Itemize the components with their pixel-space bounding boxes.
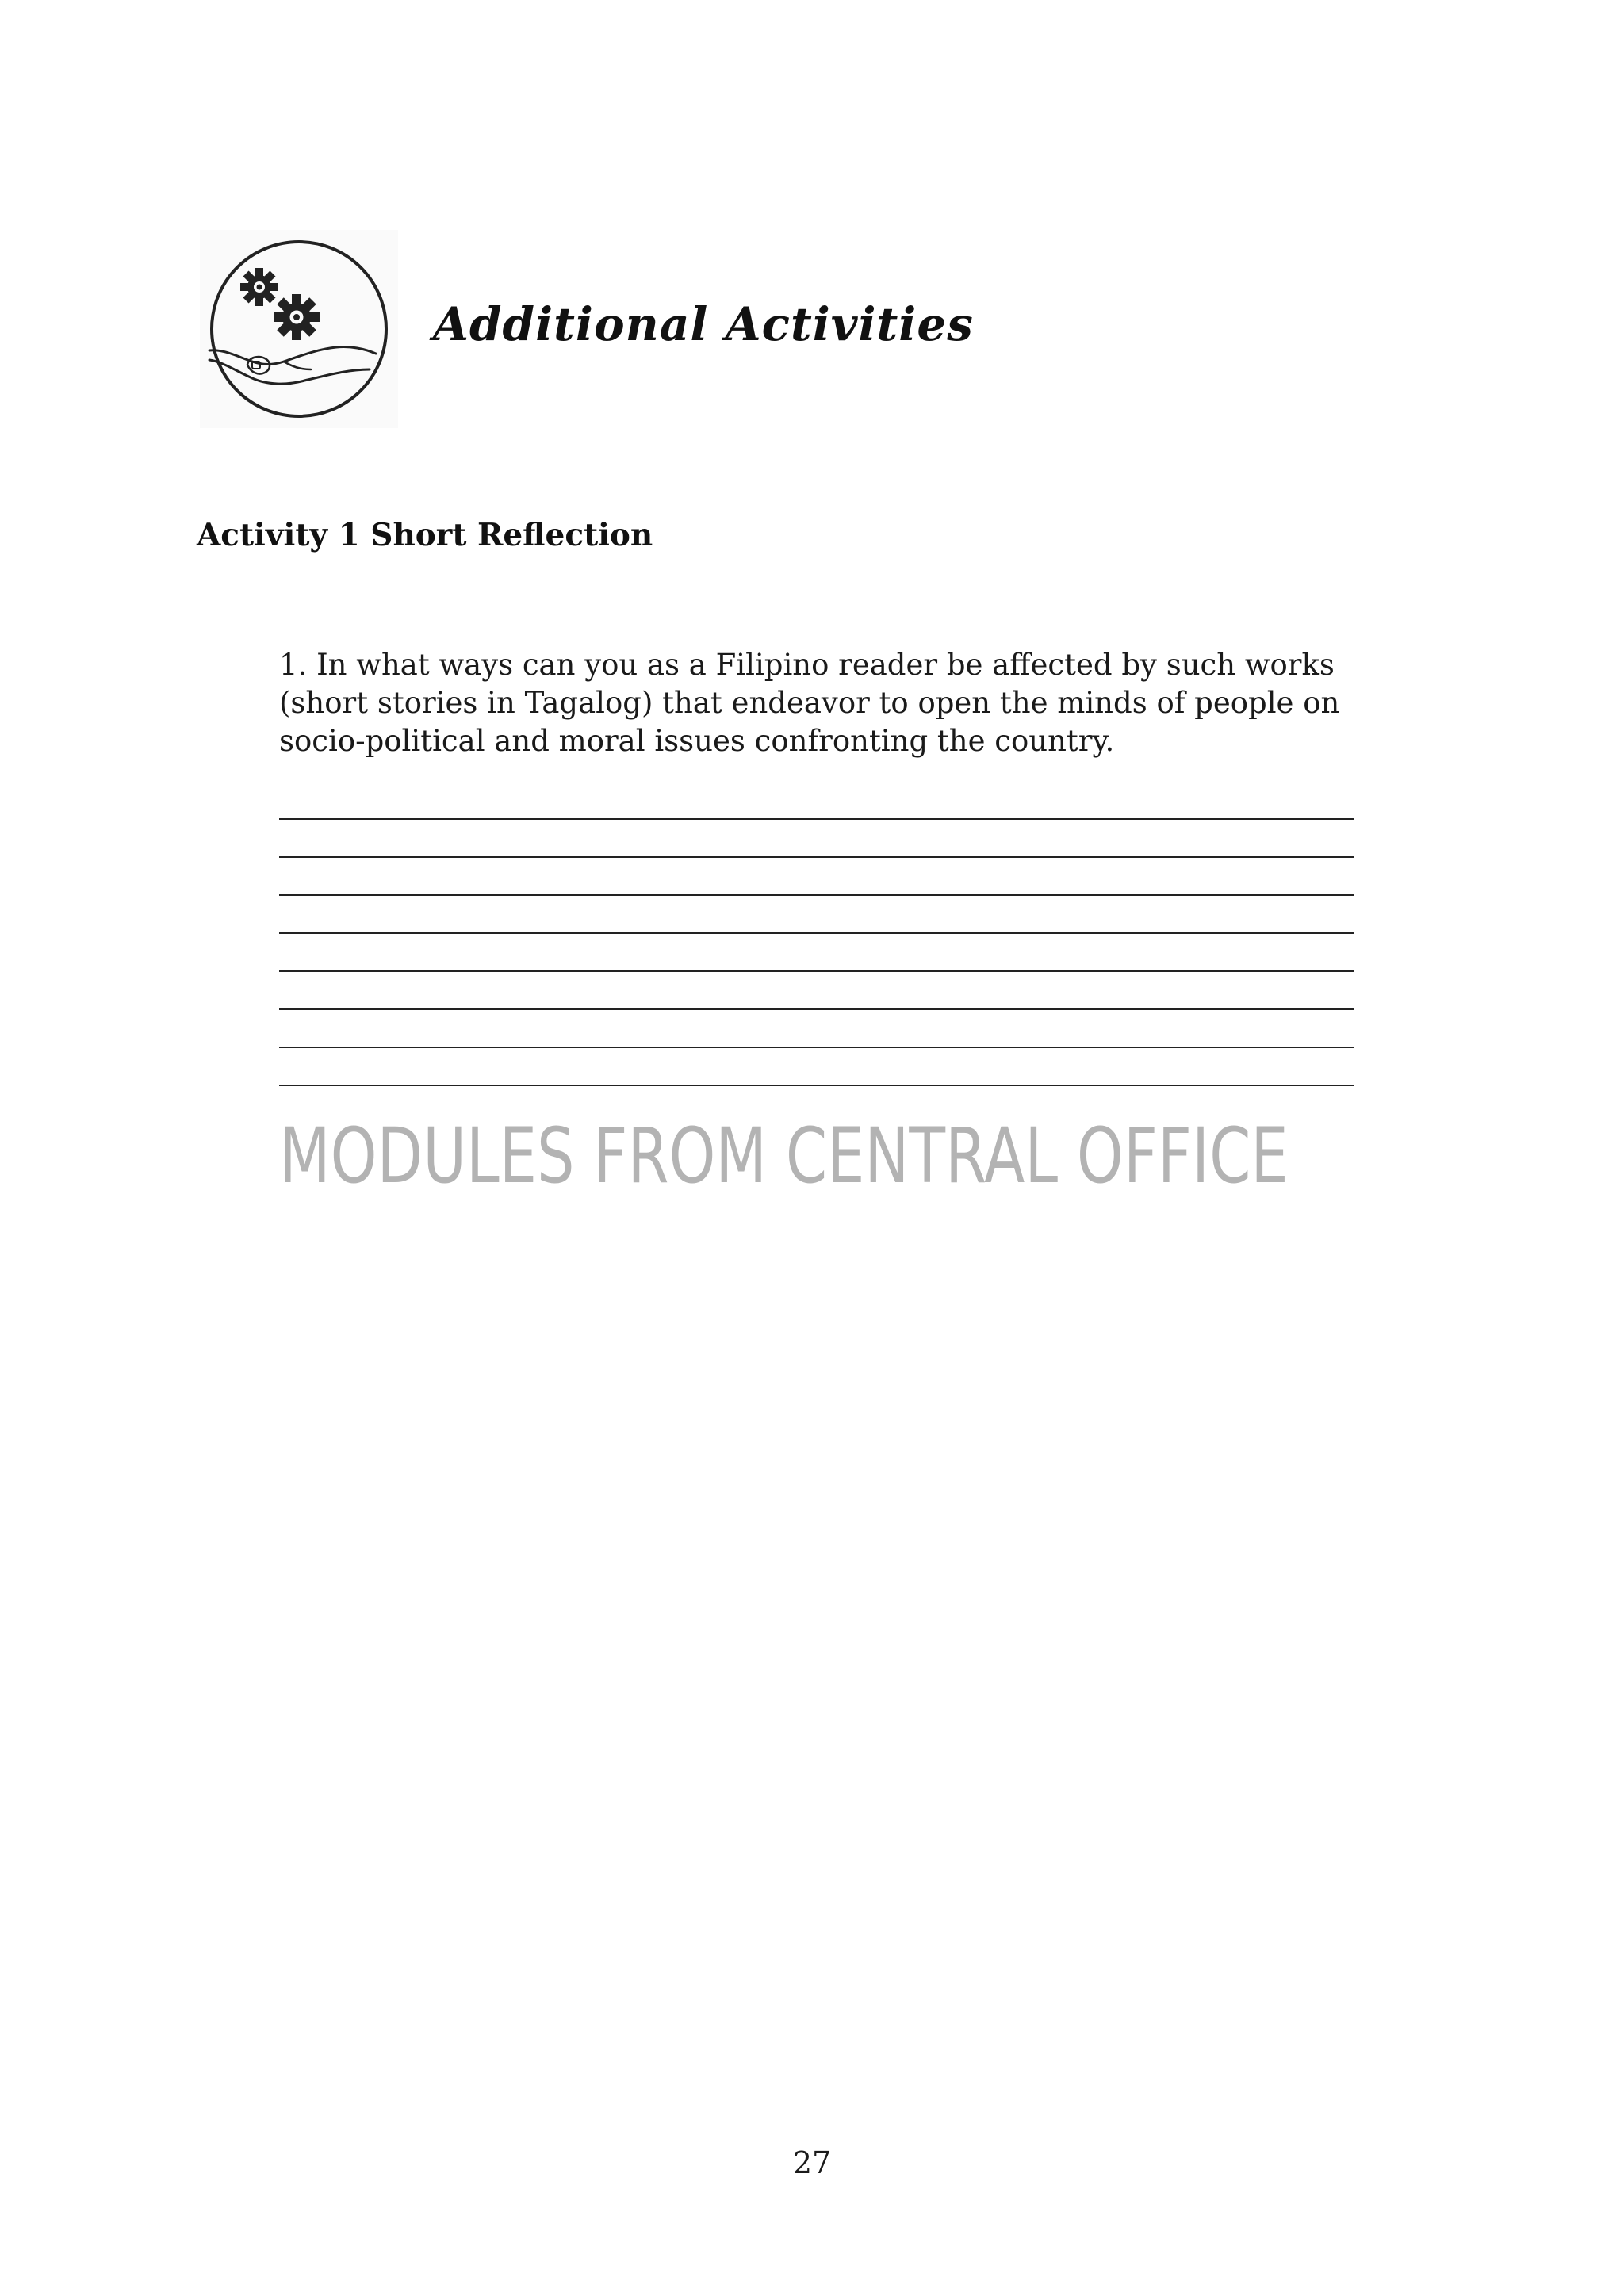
activity-heading: Activity 1 Short Reflection	[197, 517, 653, 553]
section-title: Additional Activities	[433, 297, 974, 351]
answer-line[interactable]	[279, 932, 1354, 934]
answer-line[interactable]	[279, 856, 1354, 858]
answer-line[interactable]	[279, 970, 1354, 972]
gears-on-hand-icon	[200, 230, 398, 428]
answer-lines	[279, 818, 1354, 1123]
page-number: 27	[792, 2145, 832, 2180]
answer-line[interactable]	[279, 1047, 1354, 1048]
answer-line[interactable]	[279, 1085, 1354, 1086]
watermark: MODULES FROM CENTRAL OFFICE	[279, 1112, 1289, 1200]
answer-line[interactable]	[279, 1008, 1354, 1010]
answer-line[interactable]	[279, 894, 1354, 896]
answer-line[interactable]	[279, 818, 1354, 820]
reflection-question: 1. In what ways can you as a Filipino reader be affected by such works (short stories in Tagalog) that endeavor to open the minds of people on socio-political and moral issues confronting the country.	[279, 648, 1340, 758]
